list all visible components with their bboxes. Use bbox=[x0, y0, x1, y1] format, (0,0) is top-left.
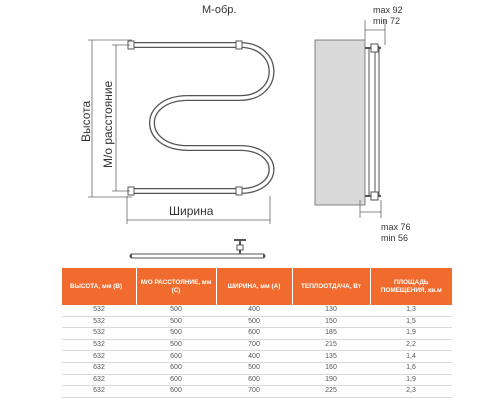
cell-room-area: 1,4 bbox=[370, 351, 452, 363]
cell-height: 632 bbox=[62, 351, 136, 363]
cell-width: 600 bbox=[216, 374, 292, 386]
cell-width: 400 bbox=[216, 305, 292, 316]
cell-room-area: 2,2 bbox=[370, 339, 452, 351]
header-room-area: ПЛОЩАДЬ ПОМЕЩЕНИЯ, кв.м bbox=[370, 268, 452, 305]
cell-room-area: 1,3 bbox=[370, 305, 452, 316]
top-view bbox=[132, 240, 263, 256]
cell-spacing: 600 bbox=[136, 386, 216, 398]
depth-top-min: min 72 bbox=[373, 16, 401, 26]
height-label: Высота bbox=[79, 100, 93, 142]
cell-width: 700 bbox=[216, 386, 292, 398]
table-header-row bbox=[62, 268, 452, 305]
top-right-nut bbox=[236, 41, 242, 49]
cell-height: 632 bbox=[62, 374, 136, 386]
cell-spacing: 600 bbox=[136, 374, 216, 386]
table-row bbox=[62, 305, 452, 316]
cell-spacing: 600 bbox=[136, 351, 216, 363]
drawing-title: М-обр. bbox=[202, 4, 237, 16]
cell-width: 700 bbox=[216, 339, 292, 351]
table-row bbox=[62, 316, 452, 328]
table-row bbox=[62, 374, 452, 386]
cell-spacing: 600 bbox=[136, 362, 216, 374]
cell-spacing: 500 bbox=[136, 339, 216, 351]
cell-width: 600 bbox=[216, 328, 292, 340]
header-width: ШИРИНА, мм (А) bbox=[216, 268, 292, 305]
cell-height: 532 bbox=[62, 328, 136, 340]
wall-panel bbox=[315, 40, 365, 205]
cell-spacing: 500 bbox=[136, 316, 216, 328]
depth-bottom-min: min 56 bbox=[381, 233, 409, 243]
cell-spacing: 500 bbox=[136, 328, 216, 340]
cell-room-area: 1,9 bbox=[370, 374, 452, 386]
table-row bbox=[62, 362, 452, 374]
cell-room-area: 2,3 bbox=[370, 386, 452, 398]
cell-height: 532 bbox=[62, 305, 136, 316]
cell-width: 400 bbox=[216, 351, 292, 363]
cell-heat-output: 215 bbox=[292, 339, 370, 351]
cell-height: 632 bbox=[62, 386, 136, 398]
cell-heat-output: 225 bbox=[292, 386, 370, 398]
header-height: ВЫСОТА, мм (В) bbox=[62, 268, 136, 305]
cell-heat-output: 185 bbox=[292, 328, 370, 340]
cell-width: 500 bbox=[216, 316, 292, 328]
table-row bbox=[62, 328, 452, 340]
cell-height: 532 bbox=[62, 316, 136, 328]
depth-bottom-max: max 76 bbox=[381, 222, 411, 232]
table-row bbox=[62, 339, 452, 351]
cell-heat-output: 190 bbox=[292, 374, 370, 386]
header-spacing: М/О РАССТОЯНИЕ, мм (С) bbox=[136, 268, 216, 305]
bottom-right-nut bbox=[236, 187, 242, 195]
cell-heat-output: 130 bbox=[292, 305, 370, 316]
cell-heat-output: 150 bbox=[292, 316, 370, 328]
cell-spacing: 500 bbox=[136, 305, 216, 316]
cell-room-area: 1,9 bbox=[370, 328, 452, 340]
cell-room-area: 1,6 bbox=[370, 362, 452, 374]
specs-table bbox=[62, 268, 452, 398]
cell-heat-output: 160 bbox=[292, 362, 370, 374]
table-row bbox=[62, 386, 452, 398]
cell-width: 500 bbox=[216, 362, 292, 374]
cell-heat-output: 135 bbox=[292, 351, 370, 363]
spacing-label: М/о расстояние bbox=[101, 80, 115, 168]
side-view-pipe bbox=[365, 44, 381, 200]
m-shaped-pipe bbox=[132, 45, 272, 191]
table-row bbox=[62, 351, 452, 363]
cell-height: 532 bbox=[62, 339, 136, 351]
cell-room-area: 1,5 bbox=[370, 316, 452, 328]
header-heat-output: ТЕПЛООТДАЧА, Вт bbox=[292, 268, 370, 305]
width-label: Ширина bbox=[169, 204, 214, 218]
cell-height: 632 bbox=[62, 362, 136, 374]
depth-top-max: max 92 bbox=[373, 5, 403, 15]
